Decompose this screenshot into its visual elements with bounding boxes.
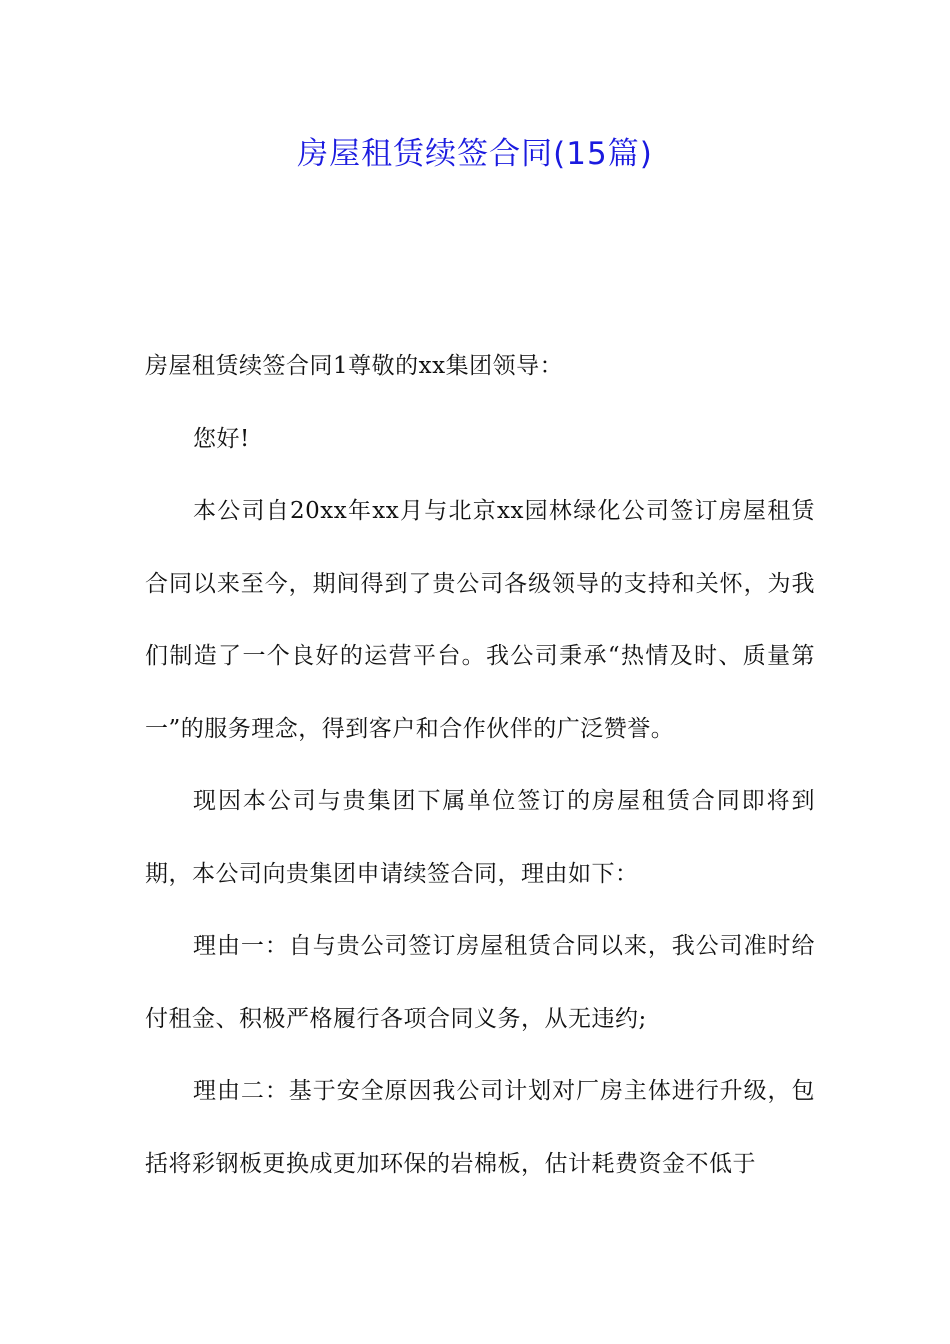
paragraph-salutation: 房屋租赁续签合同1尊敬的xx集团领导： xyxy=(145,353,564,379)
paragraph-greeting: 您好! xyxy=(193,425,250,452)
paragraph-request: 现因本公司与贵集团下属单位签订的房屋租赁合同即将到期，本公司向贵集团申请续签合同，理由如下： xyxy=(145,788,815,887)
paragraph-reason-one: 理由一：自与贵公司签订房屋租赁合同以来，我公司准时给付租金、积极严格履行各项合同义务，从无违约; xyxy=(145,933,815,1032)
document-body xyxy=(145,330,815,1200)
paragraph-background: 本公司自20xx年xx月与北京xx园林绿化公司签订房屋租赁合同以来至今，期间得到了贵公司各级领导的支持和关怀，为我们制造了一个良好的运营平台。我公司秉承“热情及时、质量第一”的服务理念，得到客户和合作伙伴的广泛赞誉。 xyxy=(145,498,815,742)
document-title: 房屋租赁续签合同(15篇) xyxy=(297,136,653,172)
paragraph-reason-two: 理由二：基于安全原因我公司计划对厂房主体进行升级，包括将彩钢板更换成更加环保的岩棉板，估计耗费资金不低于 xyxy=(145,1078,815,1177)
